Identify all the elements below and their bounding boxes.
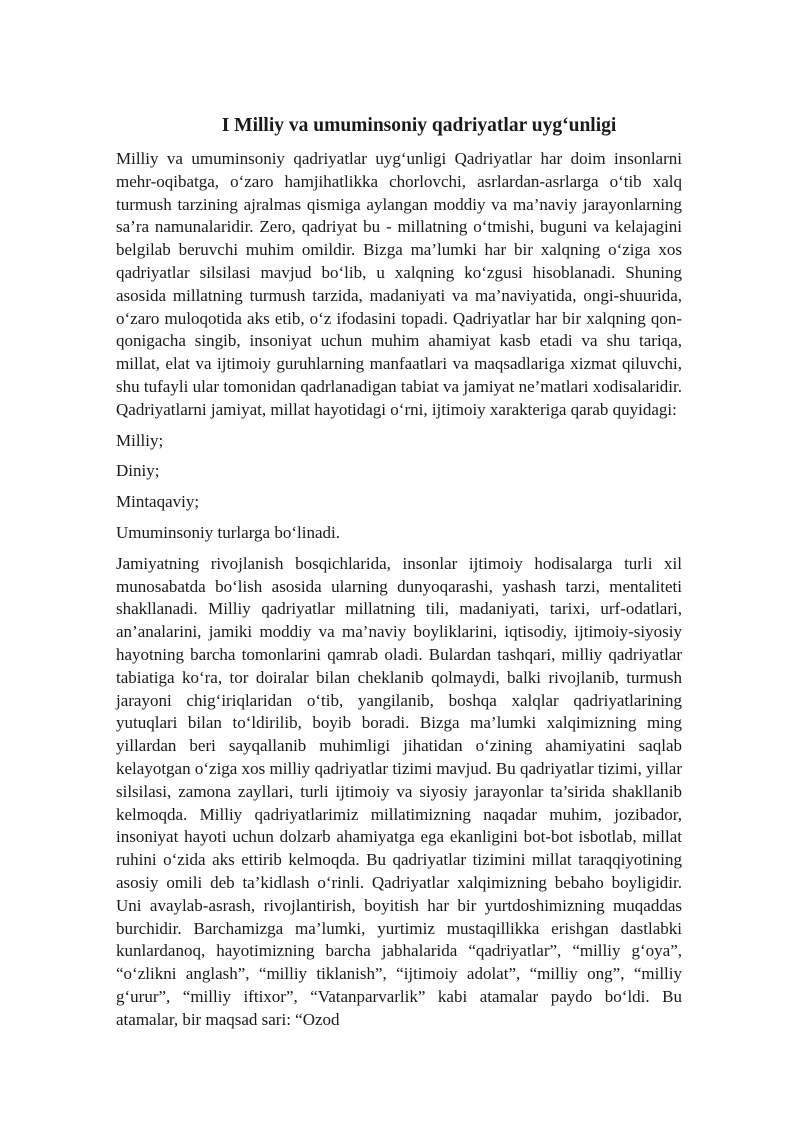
- paragraph-main: Jamiyatning rivojlanish bosqichlarida, insonlar ijtimoiy hodisalarga turli xil munosabatda bo‘lish asosida ularning dunyoqarashi, yashash tarzi, mentaliteti shakllanadi. Milliy qadriyatlar millatning tili, madaniyati, tarixi, urf-odatlari, an’analarini, jamiki moddiy va ma’naviy boyliklarini, iqtisodiy, ijtimoiy-siyosiy hayotning barcha tomonlarini qamrab oladi. Bulardan tashqari, milliy qadriyatlar tabiatiga ko‘ra, tor doiralar bilan cheklanib qolmaydi, balki rivojlanib, turmush jarayoni chig‘iriqlaridan o‘tib, yangilanib, boshqa xalqlar qadriyatlarining yutuqlari bilan to‘ldirilib, boyib boradi. Bizga ma’lumki xalqimizning ming yillardan beri sayqallanib muhimligi jihatidan o‘zining ahamiyatini saqlab kelayotgan o‘ziga xos milliy qadriyatlar tizimi mavjud. Bu qadriyatlar tizimi, yillar silsilasi, zamona zayllari, turli ijtimoiy va siyosiy jarayonlar ta’sirida shakllanib kelmoqda. Milliy qadriyatlarimiz millatimizning naqadar muhim, jozibador, insoniyat hayoti uchun dolzarb ahamiyatga ega ekanligini bot-bot isbotlab, millat ruhini o‘zida aks ettirib kelmoqda. Bu qadriyatlar tizimini millat taraqqiyotining asosiy omili deb ta’kidlash o‘rinli. Qadriyatlar xalqimizning bebaho boyligidir. Uni avaylab-asrash, rivojlantirish, boyitish har bir yurtdoshimizning muqaddas burchidir. Barchamizga ma’lumki, yurtimiz mustaqillikka erishgan dastlabki kunlardanoq, hayotimizning barcha jabhalarida “qadriyatlar”, “milliy g‘oya”, “o‘zlikni anglash”, “milliy tiklanish”, “ijtimoiy adolat”, “milliy ong”, “milliy g‘urur”, “milliy iftixor”, “Vatanparvarlik” kabi atamalar paydo bo‘ldi. Bu atamalar, bir maqsad sari: “Ozod: [116, 553, 682, 1029]
- list-item-diniy: Diniy;: [116, 461, 160, 481]
- document-body: [116, 114, 682, 1039]
- paragraph-intro: Milliy va umuminsoniy qadriyatlar uyg‘unligi Qadriyatlar har doim insonlarni mehr-oqibatga, o‘zaro hamjihatlikka chorlovchi, asrlardan-asrlarga o‘tib xalq turmush tarzining ajralmas qismiga aylangan moddiy va ma’naviy jarayonlarning sa’ra namunalaridir. Zero, qadriyat bu - millatning o‘tmishi, buguni va kelajagini belgilab beruvchi muhim omildir. Bizga ma’lumki har bir xalqning o‘ziga xos qadriyatlar silsilasi mavjud bo‘lib, u xalqning ko‘zgusi hisoblanadi. Shuning asosida millatning turmush tarzida, madaniyati va ma’naviyatida, ongi-shuurida, o‘zaro muloqotida aks etib, o‘z ifodasini topadi. Qadriyatlar har bir xalqning qon-qonigacha singib, insoniyat uchun muhim ahamiyat kasb etadi va shu tariqa, millat, elat va ijtimoiy guruhlarning manfaatlari va maqsadlariga xizmat qiluvchi, shu tufayli ular tomonidan qadrlanadigan tabiat va jamiyat ne’matlari xodisalaridir. Qadriyatlarni jamiyat, millat hayotidagi o‘rni, ijtimoiy xarakteriga qarab quyidagi:: [116, 149, 682, 419]
- list-item-umuminsoniy: Umuminsoniy turlarga bo‘linadi.: [116, 522, 340, 542]
- list-item-mintaqaviy: Mintaqaviy;: [116, 492, 200, 512]
- document-title: I Milliy va umuminsoniy qadriyatlar uyg‘unligi: [221, 115, 617, 136]
- list-item-milliy: Milliy;: [116, 430, 164, 450]
